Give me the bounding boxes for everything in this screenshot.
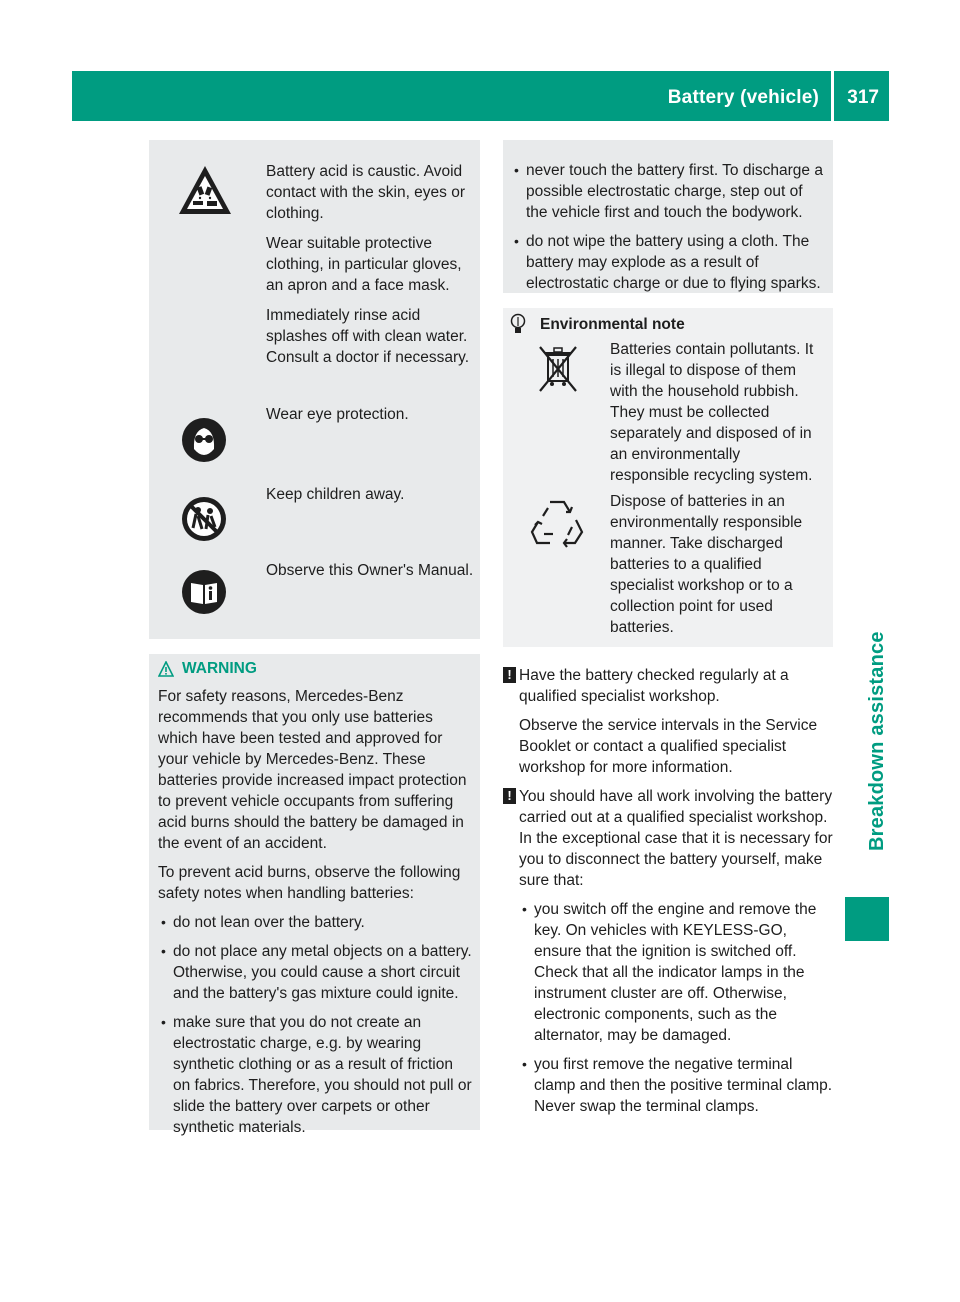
list-item: • never touch the battery first. To discharge a possible electrostatic charge, step out of the vehicle first and touch the bodywork.	[511, 160, 827, 223]
list-item: • do not lean over the battery.	[158, 912, 474, 933]
list-item: • do not wipe the battery using a cloth. The battery may explode as a result of electrostatic charge or due to flying sparks.	[511, 231, 827, 294]
page-number: 317	[847, 87, 879, 108]
environment-heading	[510, 313, 685, 335]
environment-text-2	[610, 491, 822, 638]
section-title: Battery (vehicle)	[667, 87, 819, 108]
attention-icon: !	[503, 667, 516, 683]
warning-heading	[158, 658, 257, 679]
keep-children-away-icon	[181, 496, 227, 548]
note-paragraph: Observe the service intervals in the Service Booklet or contact a qualified specialist workshop for more information.	[519, 717, 818, 776]
list-item: • you switch off the engine and remove the key. On vehicles with KEYLESS-GO, ensure that the ignition is switched off. Check that all the indicator lamps in the instrument cluster are off. Otherwise, electronic components, such as the alternator, may be damaged.	[519, 899, 833, 1046]
warning-paragraph: For safety reasons, Mercedes-Benz recommends that you only use batteries which have been tested and approved for your vehicle by Mercedes-Benz. These batteries provide increased impact protection to prevent vehicle occupants from suffering acid burns should the battery be damaged in the event of an accident.	[158, 688, 467, 852]
recycling-icon	[528, 494, 586, 558]
attention-icon: !	[503, 788, 516, 804]
side-tab-label: Breakdown assistance	[866, 631, 888, 851]
warning-continuation-list	[511, 160, 827, 294]
list-item: • do not place any metal objects on a battery. Otherwise, you could cause a short circuit and the battery's gas mixture could ignite.	[158, 941, 474, 1004]
symbol-line: Wear eye protection.	[266, 406, 409, 423]
warning-paragraph: To prevent acid burns, observe the following safety notes when handling batteries:	[158, 864, 461, 902]
symbol-text-manual	[266, 560, 476, 590]
warning-continuation	[511, 160, 827, 302]
note-paragraph: You should have all work involving the battery carried out at a qualified specialist workshop. In the exceptional case that it is necessary for you to disconnect the battery yourself, make sure that:	[519, 788, 833, 889]
warning-body	[158, 686, 474, 1146]
symbol-line: Battery acid is caustic. Avoid contact with the skin, eyes or clothing.	[266, 163, 466, 222]
environment-paragraph: Dispose of batteries in an environmentally responsible manner. Take discharged batteries to a qualified specialist workshop or to a collection point for used batteries.	[610, 493, 803, 636]
warning-list	[158, 912, 474, 1138]
warning-triangle-icon	[158, 661, 174, 677]
symbol-line: Observe this Owner's Manual.	[266, 562, 474, 579]
list-item: • make sure that you do not create an electrostatic charge, e.g. by wearing synthetic clothing or as a result of friction on fabrics. Therefore, you should not pull or slide the battery over carpets or other synthetic materials.	[158, 1012, 474, 1138]
symbol-text-eye	[266, 404, 476, 434]
note-battery-check	[503, 665, 833, 786]
symbol-text-corrosive	[266, 161, 476, 377]
corrosive-warning-icon	[176, 163, 234, 223]
lightbulb-icon	[510, 313, 526, 335]
warning-heading-text: WARNING	[182, 660, 257, 677]
owners-manual-icon	[181, 569, 227, 621]
crossed-bin-icon	[536, 343, 580, 401]
symbol-text-children	[266, 484, 476, 514]
side-tab-marker	[845, 897, 889, 941]
symbol-line: Wear suitable protective clothing, in particular gloves, an apron and a face mask.	[266, 235, 462, 294]
symbol-line: Keep children away.	[266, 486, 405, 503]
symbol-line: Immediately rinse acid splashes off with clean water. Consult a doctor if necessary.	[266, 307, 470, 366]
environment-text-1	[610, 339, 822, 486]
header-divider	[831, 71, 834, 121]
side-tab	[845, 121, 889, 851]
environment-heading-text: Environmental note	[540, 315, 685, 333]
eye-protection-icon	[181, 417, 227, 469]
note-paragraph: Have the battery checked regularly at a qualified specialist workshop.	[519, 667, 789, 705]
note-list	[519, 899, 833, 1117]
list-item: • you first remove the negative terminal clamp and then the positive terminal clamp. Never swap the terminal clamps.	[519, 1054, 833, 1117]
page-header	[72, 71, 889, 121]
note-disconnect-battery	[503, 786, 833, 1125]
environment-paragraph: Batteries contain pollutants. It is illegal to dispose of them with the household rubbish. They must be collected separately and disposed of in an environmentally responsible recycling system.	[610, 341, 814, 484]
